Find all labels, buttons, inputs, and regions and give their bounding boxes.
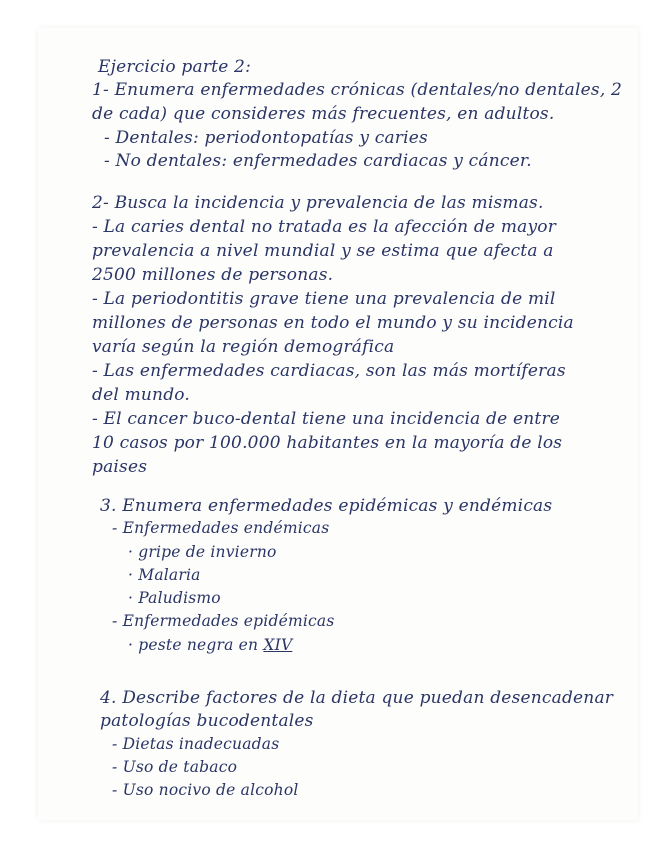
answer-1-dental: - Dentales: periodontopatías y caries	[104, 128, 428, 148]
answer-2-line-4: - La periodontitis grave tiene una prevalencia de mil	[92, 289, 556, 309]
question-4-line-2: patologías bucodentales	[100, 711, 314, 731]
answer-2-line-6: varía según la región demográfica	[92, 337, 395, 357]
answer-2-line-7: - Las enfermedades cardiacas, son las más mortíferas	[92, 361, 566, 381]
answer-2-line-5: millones de personas en todo el mundo y su incidencia	[92, 313, 574, 333]
question-2-line-1: 2- Busca la incidencia y prevalencia de las mismas.	[92, 193, 544, 213]
answer-2-line-3: 2500 millones de personas.	[92, 265, 334, 285]
answer-4-diets: - Dietas inadecuadas	[112, 735, 280, 753]
endemic-item-flu: · gripe de invierno	[128, 543, 277, 561]
answer-2-line-9: - El cancer buco-dental tiene una incidencia de entre	[92, 409, 561, 429]
answer-2-line-10: 10 casos por 100.000 habitantes en la mayoría de los	[92, 433, 563, 453]
endemic-item-paludismo: · Paludismo	[128, 589, 221, 607]
answer-2-line-1: - La caries dental no tratada es la afección de mayor	[92, 217, 557, 237]
answer-2-line-8: del mundo.	[92, 385, 191, 405]
question-3-line-1: 3. Enumera enfermedades epidémicas y endémicas	[100, 496, 553, 516]
epidemic-item-black-death-text: · peste negra en	[128, 636, 259, 654]
answer-4-alcohol: - Uso nocivo de alcohol	[112, 781, 299, 799]
question-1-line-1: 1- Enumera enfermedades crónicas (dentales/no dentales, 2	[92, 80, 623, 100]
question-4-line-1: 4. Describe factores de la dieta que puedan desencadenar	[100, 688, 614, 708]
epidemic-item-black-death	[128, 636, 292, 654]
century-xiv: XIV	[263, 636, 293, 654]
answer-1-non-dental: - No dentales: enfermedades cardiacas y cáncer.	[104, 151, 532, 171]
question-1-line-2: de cada) que consideres más frecuentes, en adultos.	[92, 104, 555, 124]
exercise-heading: Ejercicio parte 2:	[98, 57, 252, 77]
answer-2-line-11: paises	[92, 457, 148, 477]
endemic-item-malaria: · Malaria	[128, 566, 201, 584]
answer-2-line-2: prevalencia a nivel mundial y se estima que afecta a	[92, 241, 554, 261]
answer-4-tobacco: - Uso de tabaco	[112, 758, 238, 776]
endemic-title: - Enfermedades endémicas	[112, 519, 330, 537]
epidemic-title: - Enfermedades epidémicas	[112, 612, 335, 630]
